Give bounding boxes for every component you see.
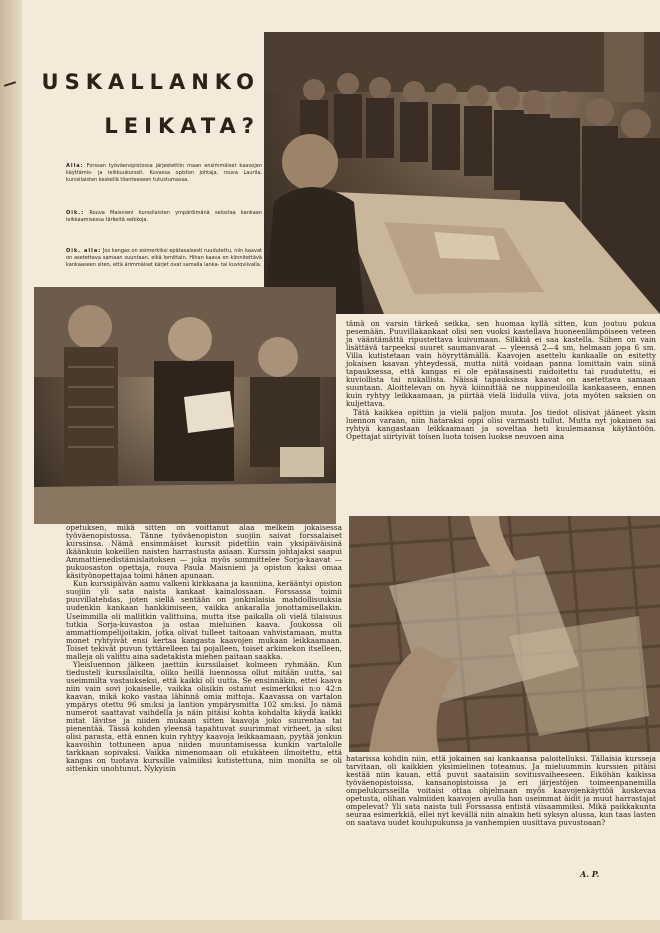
photo-sewing-class-illustration <box>264 32 660 314</box>
caption-lead: Oik. alla: <box>66 248 102 254</box>
caption-lead: Oik.: <box>66 210 85 216</box>
headline-line-2: LEIKATA? <box>104 114 260 138</box>
photo-pattern-illustration <box>349 516 660 752</box>
caption-text: Jos kangas on esimerkiksi epätasaisesti ruudutettu, niin kaavat on asetettava samaan suuntaan, eikä lomittain. Hihan kaava on kiinnitettävä kankaaseen siten, että ärimmäiset kärjet ovat samalla lanka- tai kuvioviivalla. <box>66 248 262 269</box>
caption-below <box>66 163 262 185</box>
caption-text: Rouva Maisnieni kurssilaisten ympäröimänä selostaa kankaan leikkaamisessa tärkeitä seikkoja. <box>66 210 262 224</box>
caption-lead: Alla: <box>66 163 84 169</box>
page-bottom-edge <box>0 920 660 933</box>
caption-right-below <box>66 248 262 270</box>
caption-right <box>66 210 262 224</box>
author-signature: A. P. <box>580 869 600 879</box>
paragraph: tämä on varsin tärkeä seikka, sen huomaa kyllä sitten, kun joutuu pukua pesemään. Puuvillakankaat olisi sen vuoksi kastellava huoneenlämpöiseen veteen ja vääntämättä ripustettava kuivumaan. Silkkiä ei saa kastella. Siihen on vain lisättävä tarpeeksi suuret saumanvarat — yleensä 2—4 sm, helmaan jopa 6 sm. Villa kutistetaan vain höyryttämällä. Kaavojen asettelu kankaalle on esitetty jokaisen kaavan yhteydessä, mutta niitä voidaan panna lomittain vain siinä tapauksessa, että kangas ei ole epätasaisesti raidoitettu tai ruudutettu, ei kuviollista tai nukallista. Näissä tapauksissa kaavat on asetettava samaan suuntaan. Aloittelevan on hyvä kiinnittää ne nuppineuloilla kankaaseen, ennen kuin ryhtyy leikkaamaan, ja piirtää vielä liidulla viiva, jota myöten saksien on kuljettava. <box>346 319 656 409</box>
page-gutter <box>0 0 22 933</box>
photo-sewing-class-group <box>264 32 660 314</box>
paragraph: Yleisluennon jälkeen jaettiin kurssilaiset kolmeen ryhmään. Kun tiedusteli kurssilaisilta, oliko heillä luennossa ollut mitään uutta, sai useimmilta vastaukseksi, että kaikki oli uutta. Se ensinnäkin, ettei kaava niin vain sovi jokaiselle, vaikka olisikin ostanut esimerkiksi n:o 42:n kaavan, mikä koko vastaa lähinnä omia mittoja. Kaavassa on vartalon ympärys otettu 96 sm:ksi ja lantion ympärysmitta 102 sm:ksi. Jo nämä numerot saattavat vaihdella ja näin pitäisi kohta kohdalta käydä kaikki mitat lävitse ja niiden mukaan sitten kaavoja joko suurentaa tai pienentää. Tässä kohden yleensä tapahtuvat suurimmat virheet, ja siksi olisi parasta, että ennen kuin ryhtyy kaavoja leikkaamaan, pyytää jonkun kaavoihin tottuneen apua niiden muuntamisessa kunkin vartalolle tarkkaan sopivaksi. Vaikka nimenomaan oli etukäteen ilmoitettu, että kangas on tuotava kurssille valmiiksi kutistettuna, niin monilta se oli sittenkin unohtunut. Nykyisin <box>66 659 342 774</box>
photo-reading-illustration <box>34 287 336 524</box>
photo-women-reading-instructions <box>34 287 336 524</box>
photo-pattern-pieces-on-fabric <box>349 516 660 752</box>
headline-line-1: USKALLANKO <box>41 70 260 94</box>
paragraph: hatarissa kohdin niin, että jokainen sai kankaansa paloitelluksi. Tällaisia kursseja tarvitaan, oli kaikkien yksimielinen toteamus. Ja mieluummin kurssien pitäisi kestää niin kauan, että puvut saataisiin sovitusvaiheeseen. Eiköhän kaikissa työväenopistoissa, kansanopistoissa ja eri järjestöjen toimeenpanemilla ompelukursseilla voitaisi ottaa ohjelmaan myös kaavojenkäyttöä koskevaa opetusta, olihan valmiiden kaavojen avulla han useimmat äidit ja muut harrastajat ompelevat? Yli sata naista tuli Forssassa entistä viisaammiksi. Mikä paikkakunta seuraa esimerkkiä, ellei nyt kevällä niin ainakin heti syksyn alussa, kun taas lasten on saatava uudet koulupukunsa ja vanhempien uusittava puvustoaan? <box>346 754 656 828</box>
paragraph: Tätä kaikkea opittiin ja vielä paljon muuta. Jos tiedot olisivat jääneet yksin luennon varaan, niin hataraksi oppi olisi varmasti tullut. Mutta nyt jokainen sai ryhtyä kangastaan leikkaamaan ja soveltaa heti kuulemaansa käytäntöön. Opettajat siirtyivät toisen luota toisen luokse neuvoen aina <box>346 407 656 441</box>
caption-text: Forssan työväenopistossa järjestettiin maan ensimmäiset kaavojen käyttämis- ja leikkuukurssit. Kuvassa opiston johtaja, rouva Laurila, kurssilaisten keskellä tilanteeseen tutustumassa. <box>66 163 262 184</box>
paragraph: opetuksen, mikä sitten on voittanut alaa melkein jokaisessa työväenopistossa. Tänne työväenopiston suojiin saivat forssalaiset kurssinsa. Nämä ensimmäiset kurssit pidettiin vain yksipäiväisinä ikäänkuin kokeillen naisten harrastusta asiaan. Kurssin johtajaksi saapui Ammattienedistämislaitoksen — joka myös sommittelee Sorja-kaavat — pukuosaston opettaja, rouva Paula Maisnieni ja opiston kaksi omaa käsityönopettajaa toimi hänen apunaan. <box>66 523 342 581</box>
paragraph: Kun kurssipäivän aamu valkeni kirkkaana ja kauniina, kerääntyi opiston suojiin yli sata naista kankaat kainalossaan. Forssassa toimii puuvillatehdas, joten siellä sentään on jonkinlaisia mahdollisuuksia uudenkin kankaan hankkimiseen, vaikka ankaralla jonottamisellakin. Useimmilla oli mallitkin valittuina, mutta itse paikalla oli vielä tilaisuus tutkia Sorja-kuvastoa ja ostaa mieluinen kaava. Joukossa oli ammattiompelijoitakin, jotka olivat tulleet taitoaan vahvistamaan, mutta monet ryhtyivät ensi kertaa kangasta kaavojen mukaan leikkaamaan. Toiset tekivät puvun tyttärelleen tai pojalleen, toiset arkimekon itselleen, malleja oli valittu aina sadetakista miehen paitaan saakka. <box>66 579 342 661</box>
article-column-right-bottom <box>346 755 656 873</box>
article-column-right-top <box>346 320 656 517</box>
article-column-left <box>66 524 342 879</box>
